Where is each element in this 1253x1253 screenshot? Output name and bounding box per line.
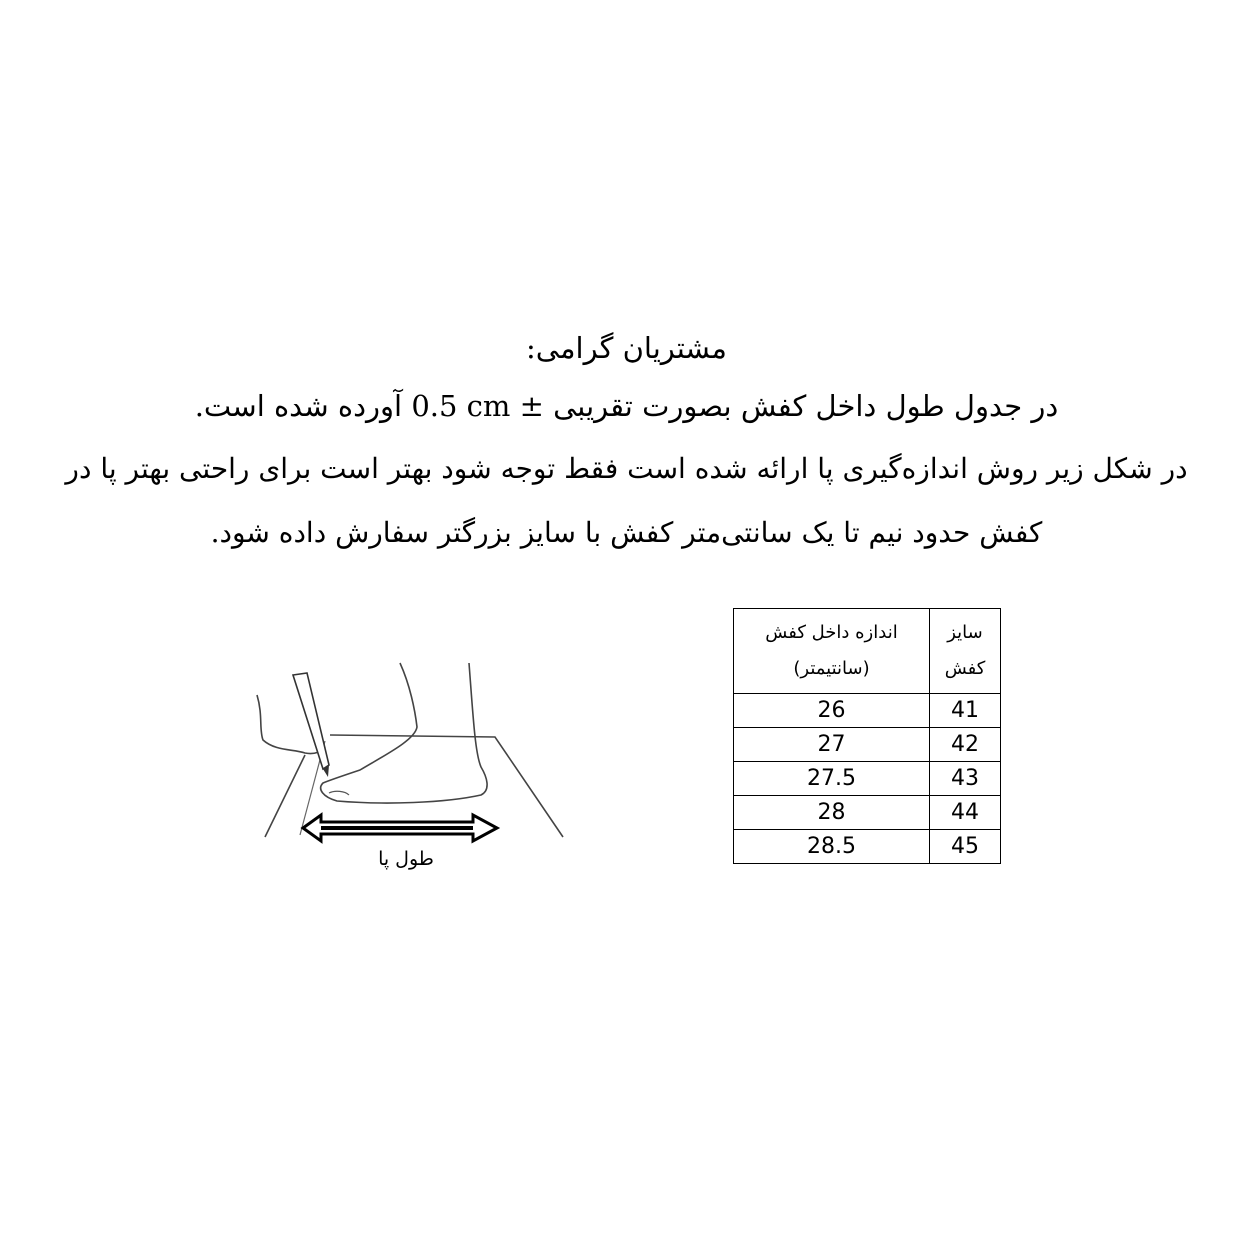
size-table [733,608,1001,864]
table-row [734,796,1001,830]
leg-outline [321,663,487,803]
table-row [734,728,1001,762]
notice-line-1-start: در جدول طول داخل کفش بصورت تقریبی [553,389,1059,423]
notice-line-1-end: آورده شده است. [194,389,403,423]
header-shoe-size-line2: کفش [944,658,986,679]
size-cell: 41 [930,694,1001,728]
pen [293,673,329,769]
length-cell: 28 [734,796,930,830]
length-cell: 27 [734,728,930,762]
table-row [734,694,1001,728]
table-row [734,762,1001,796]
size-cell: 42 [930,728,1001,762]
header-shoe-size-line1: سایز [947,622,983,643]
foot-length-label: طول پا [378,848,434,870]
length-cell: 27.5 [734,762,930,796]
size-cell: 44 [930,796,1001,830]
table-header-row [734,609,1001,694]
table-row [734,830,1001,864]
toe-detail [329,791,349,795]
header-inner-length-line1: اندازه داخل کفش [765,622,898,643]
length-cell: 28.5 [734,830,930,864]
size-cell: 43 [930,762,1001,796]
notice-line-2: در شکل زیر روش اندازه‌گیری پا ارائه شده است فقط توجه شود بهتر است برای راحتی بهتر پا در [65,452,1188,485]
notice-greeting: مشتریان گرامی: [526,331,727,365]
length-cell: 26 [734,694,930,728]
tolerance-value: 0.5 cm ± [411,389,544,423]
header-shoe-size [930,609,1001,694]
customer-notice [20,320,1233,564]
notice-line-1 [20,376,1233,436]
size-cell: 45 [930,830,1001,864]
header-inner-length-line2: (سانتیمتر) [793,658,870,679]
header-inner-length [734,609,930,694]
notice-line-3: کفش حدود نیم تا یک سانتی‌متر کفش با سایز بزرگتر سفارش داده شود. [210,516,1043,549]
paper-sheet-left-edge [265,755,305,837]
